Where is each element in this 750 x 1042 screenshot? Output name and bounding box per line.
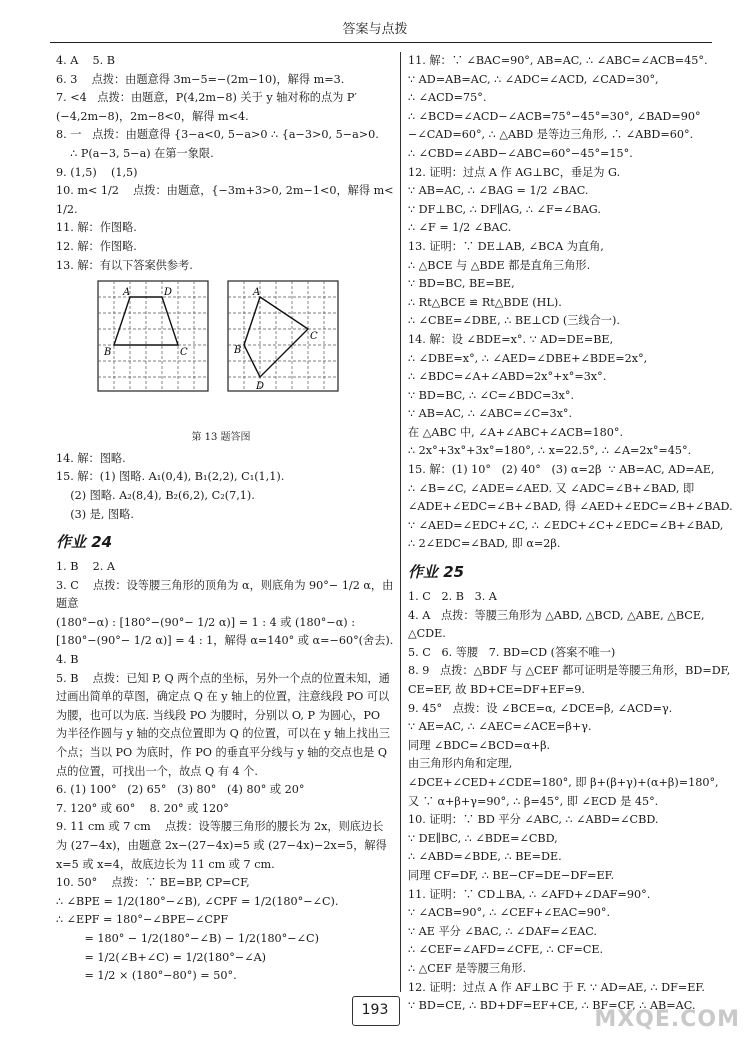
header-rule: [50, 42, 712, 43]
page-number: 193: [361, 1002, 389, 1018]
answer-line: 7. 120° 或 60° 8. 20° 或 120°: [56, 801, 229, 815]
answers-block-3: [56, 558, 394, 986]
answers-block-2: [56, 450, 394, 524]
answer-line: ∵ ∠ACB=90°, ∴ ∠CEF+∠EAC=90°.: [408, 906, 611, 920]
answer-line: ∴ ∠ACD=75°.: [408, 91, 487, 105]
answer-line: = 1/2(∠B+∠C) = 1/2(180°−∠A): [56, 950, 267, 964]
answer-line: 12. 证明：过点 A 作 AF⊥BC 于 F. ∵ AD=AE, ∴ DF=EF.: [408, 980, 705, 994]
answer-line: ∴ 2x°+3x°+3x°=180°, ∴ x=22.5°, ∴ ∠A=2x°=45°.: [408, 444, 692, 458]
answer-line: ∴ △CEF 是等腰三角形.: [408, 961, 527, 975]
vertex-label: C: [310, 331, 318, 343]
answer-line: ∵ BD=BC, ∴ ∠C=∠BDC=3x°.: [408, 388, 574, 402]
vertex-label: A: [123, 287, 131, 299]
vertex-label: A: [253, 287, 261, 299]
answer-line: 1. C 2. B 3. A: [408, 590, 497, 604]
answer-line: ∴ △BCE 与 △BDE 都是直角三角形.: [408, 258, 591, 272]
answer-line: ∴ P(a−3, 5−a) 在第一象限.: [56, 146, 214, 160]
answer-line: 8. 一 点拨：由题意得 {3−a<0, 5−a>0 ∴ {a−3>0, 5−a>0.: [56, 128, 379, 142]
answer-line: 5. B 点拨：已知 P, Q 两个点的坐标，另外一个点的位置未知，通过画出简单的草图，确定点 Q 在 y 轴上的位置，注意线段 PO 可以为腰，也可以为底. 当线段 PO 为腰时，分别以 O, P 为圆心，PO 为半径作圆与 y 轴的交点位置即为 Q 的位置，可以在 y 轴上找出三个点；当以 PO 为底时，作 PO 的垂直平分线与 y 轴的交点也是 Q 点的位置，可找出一个，故点 Q 有 4 个.: [56, 671, 391, 778]
grid-figure: [96, 279, 356, 429]
answer-line: 3. C 点拨：设等腰三角形的顶角为 α，则底角为 90°− 1/2 α，由题意: [56, 578, 394, 611]
watermark: MXQE.COM: [594, 1007, 740, 1032]
answers-block-1: [56, 52, 398, 275]
answers-block-5: [408, 588, 733, 1016]
left-grid: [98, 281, 208, 391]
answer-line: 12. 证明：过点 A 作 AG⊥BC，垂足为 G.: [408, 165, 621, 179]
answer-line: ∴ ∠ABD=∠BDE, ∴ BE=DE.: [408, 850, 562, 864]
page-header: [0, 0, 750, 44]
answer-line: 15. 解：(1) 图略. A₁(0,4), B₁(2,2), C₁(1,1).: [56, 470, 285, 484]
figure-caption: 第 13 题答图: [191, 432, 251, 444]
answer-line: ∴ Rt△BCE ≌ Rt△BDE (HL).: [408, 295, 562, 309]
vertex-label: D: [164, 287, 173, 299]
answer-line: ∵ DF⊥BC, ∴ DF∥AG, ∴ ∠F=∠BAG.: [408, 202, 601, 216]
answer-line: ∴ ∠DBE=x°, ∴ ∠AED=∠DBE+∠BDE=2x°,: [408, 351, 648, 365]
answer-line: ∴ ∠BPE = 1/2(180°−∠B), ∠CPF = 1/2(180°−∠C).: [56, 894, 339, 908]
answer-line: 7. <4 点拨：由题意，P(4,2m−8) 关于 y 轴对称的点为 P′(−4,2m−8)，2m−8<0，解得 m<4.: [56, 91, 357, 123]
answer-line: 10. m< 1/2 点拨：由题意，{−3m+3>0, 2m−1<0，解得 m< 1/2.: [56, 184, 398, 216]
answer-line: 6. (1) 100° (2) 65° (3) 80° (4) 80° 或 20°: [56, 783, 305, 797]
answer-line: 9. 45° 点拨：设 ∠BCE=α, ∠DCE=β, ∠ACD=γ.: [408, 701, 673, 715]
answer-line: ∴ ∠EPF = 180°−∠BPE−∠CPF: [56, 913, 229, 927]
answer-line: 11. 证明：∵ CD⊥BA, ∴ ∠AFD+∠DAF=90°.: [408, 887, 651, 901]
answer-line: (3) 是, 图略.: [56, 507, 134, 521]
answer-line: ∵ AB=AC, ∴ ∠ABC=∠C=3x°.: [408, 407, 573, 421]
answer-line: 13. 证明：∵ DE⊥AB, ∠BCA 为直角,: [408, 239, 604, 253]
answer-line: 6. 3 点拨：由题意得 3m−5=−(2m−10)，解得 m=3.: [56, 72, 345, 86]
column-divider: [400, 52, 401, 992]
answer-line: 由三角形内角和定理,: [408, 757, 513, 771]
answer-line: 在 △ABC 中, ∠A+∠ABC+∠ACB=180°.: [408, 425, 624, 439]
answer-line: 4. A 点拨：等腰三角形为 △ABD, △BCD, △ABE, △BCE, △CDE.: [408, 608, 709, 641]
answer-line: 同理 CF=DF, ∴ BE−CF=DE−DF=EF.: [408, 868, 615, 882]
answer-line: ∴ ∠CBE=∠DBE, ∴ BE⊥CD (三线合一).: [408, 314, 620, 328]
left-column: [56, 52, 398, 986]
answer-line: 12. 解：作图略.: [56, 239, 137, 253]
answer-line: ∴ ∠CBD=∠ABD−∠ABC=60°−45°=15°.: [408, 146, 633, 160]
answer-line: 11. 解：∵ ∠BAC=90°, AB=AC, ∴ ∠ABC=∠ACB=45°.: [408, 54, 708, 67]
answer-line: ∴ ∠B=∠C, ∠ADE=∠AED. 又 ∠ADC=∠B+∠BAD, 即 ∠ADE+∠EDC=∠B+∠BAD, 得 ∠AED+∠EDC=∠B+∠BAD. ∵ ∠AED=∠EDC+∠C, ∴ ∠EDC+∠C+∠EDC=∠B+∠BAD, ∴ 2∠EDC=∠BAD, 即 α=2β.: [408, 481, 737, 551]
answer-line: 11. 解：作图略.: [56, 221, 137, 235]
answer-line: = 180° − 1/2(180°−∠B) − 1/2(180°−∠C): [56, 931, 319, 945]
vertex-label: C: [180, 347, 188, 359]
answer-line: 8. 9 点拨：△BDF 与 △CEF 都可证明是等腰三角形，BD=DF, CE=EF, 故 BD+CE=DF+EF=9.: [408, 664, 734, 696]
answer-line: ∴ ∠CEF=∠AFD=∠CFE, ∴ CF=CE.: [408, 943, 604, 957]
section-heading: 作业 24: [56, 533, 113, 552]
answer-line: 4. A 5. B: [56, 54, 115, 67]
answer-line: ∵ AE=AC, ∴ ∠AEC=∠ACE=β+γ.: [408, 720, 592, 734]
answer-line: 同理 ∠BDC=∠BCD=α+β.: [408, 738, 551, 752]
answer-line: (180°−α) : [180°−(90°− 1/2 α)] = 1 : 4 或 (180°−α) :: [56, 615, 355, 629]
answer-line: 9. 11 cm 或 7 cm 点拨：设等腰三角形的腰长为 2x，则底边长为 (27−4x)，由题意 2x−(27−4x)=5 或 (27−4x)−2x=5，解得 x=5 或 x=4，故底边长为 11 cm 或 7 cm.: [56, 820, 391, 871]
grid-figure-svg: [96, 279, 356, 409]
answer-line: [180°−(90°− 1/2 α)] = 4 : 1，解得 α=140° 或 α=−60°(舍去).: [56, 634, 394, 648]
vertex-label: D: [256, 381, 265, 393]
answer-line: ∵ AE 平分 ∠BAC, ∴ ∠DAF=∠EAC.: [408, 924, 597, 938]
answer-line: 14. 解：设 ∠BDE=x°. ∵ AD=DE=BE,: [408, 332, 614, 346]
answers-block-4: [408, 52, 737, 554]
right-column: [408, 52, 737, 1016]
vertex-label: B: [234, 345, 242, 357]
answer-line: ∵ AD=AB=AC, ∴ ∠ADC=∠ACD, ∠CAD=30°,: [408, 72, 659, 86]
answer-line: ∵ BD=BC, BE=BE,: [408, 277, 515, 291]
answer-line: 9. (1,5) (1,5): [56, 165, 138, 179]
answer-line: ∠DCE+∠CED+∠CDE=180°, 即 β+(β+γ)+(α+β)=180°,: [408, 775, 719, 789]
answer-line: = 1/2 × (180°−80°) = 50°.: [56, 969, 237, 983]
answer-line: ∴ ∠BCD=∠ACD−∠ACB=75°−45°=30°, ∠BAD=90°−∠CAD=60°, ∴ △ABD 是等边三角形, ∴ ∠ABD=60°.: [408, 109, 701, 142]
answer-line: 5. C 6. 等腰 7. BD=CD (答案不唯一): [408, 645, 616, 659]
answer-line: ∵ BD=CE, ∴ BD+DF=EF+CE, ∴ BF=CF, ∴ AB=AC.: [408, 999, 696, 1013]
answer-line: 10. 证明：∵ BD 平分 ∠ABC, ∴ ∠ABD=∠CBD.: [408, 813, 659, 827]
answer-line: ∵ DE∥BC, ∴ ∠BDE=∠CBD,: [408, 831, 558, 845]
answer-line: 15. 解：(1) 10° (2) 40° (3) α=2β ∵ AB=AC, AD=AE,: [408, 463, 715, 477]
answer-line: 14. 解：图略.: [56, 451, 126, 465]
answer-line: 4. B: [56, 653, 79, 667]
answer-line: (2) 图略. A₂(8,4), B₂(6,2), C₂(7,1).: [56, 488, 255, 502]
answer-line: 又 ∵ α+β+γ=90°, ∴ β=45°, 即 ∠ECD 是 45°.: [408, 794, 659, 808]
right-grid: [228, 281, 338, 392]
answer-line: ∴ ∠BDC=∠A+∠ABD=2x°+x°=3x°.: [408, 370, 607, 384]
answer-line: ∵ AB=AC, ∴ ∠BAG = 1/2 ∠BAC.: [408, 184, 589, 198]
vertex-label: B: [104, 347, 112, 359]
answer-line: 10. 50° 点拨：∵ BE=BP, CP=CF,: [56, 876, 250, 890]
answer-line: 1. B 2. A: [56, 560, 115, 574]
section-heading: 作业 25: [408, 563, 465, 582]
answer-line: ∴ ∠F = 1/2 ∠BAC.: [408, 221, 512, 235]
answer-line: 13. 解：有以下答案供参考.: [56, 258, 193, 272]
header-title: 答案与点拨: [342, 22, 408, 37]
